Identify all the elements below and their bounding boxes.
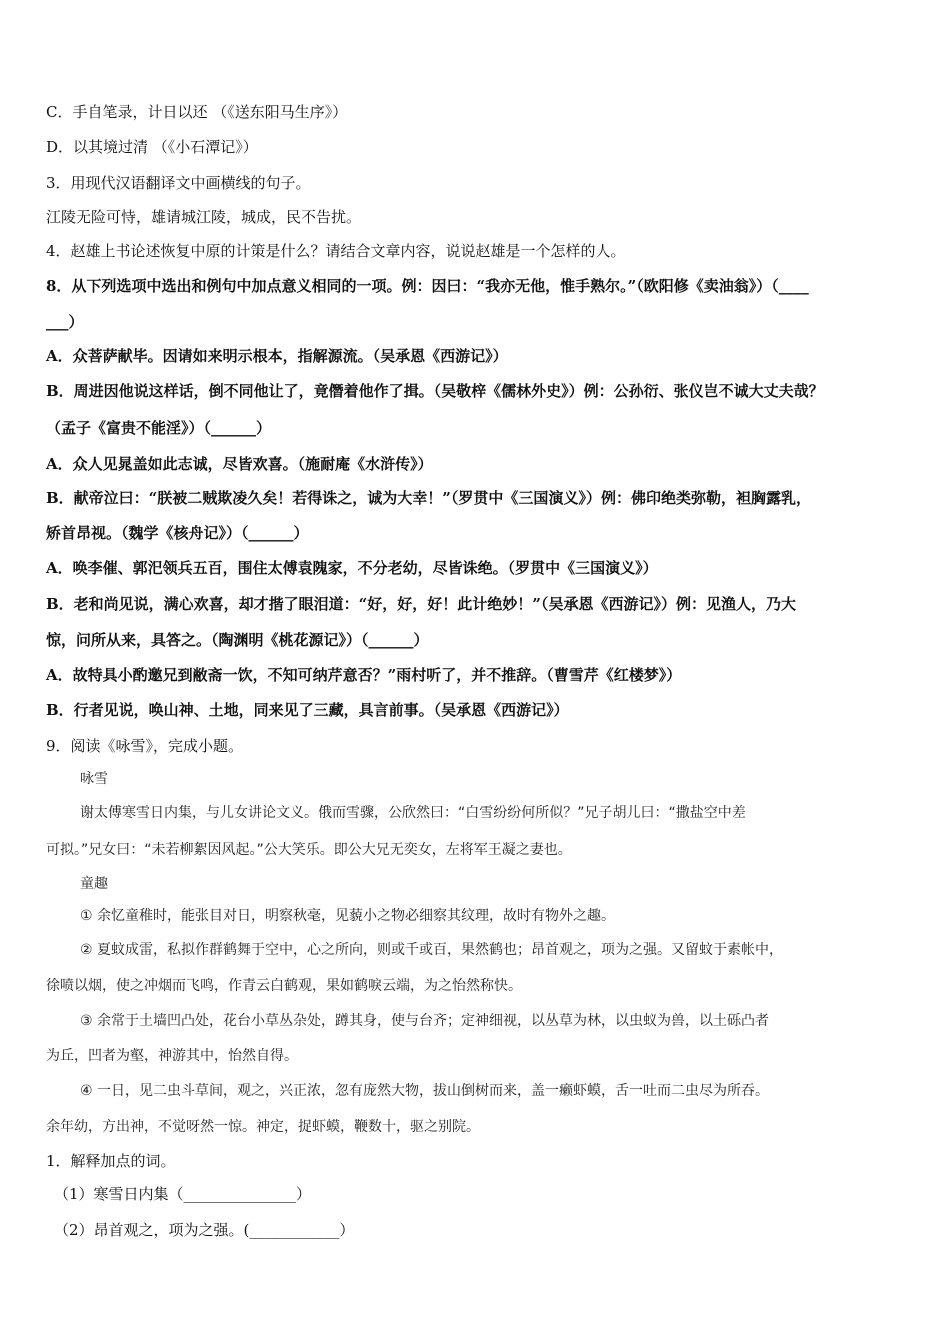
tongqu-para2-line2: 徐喷以烟，使之冲烟而飞鸣，作青云白鹤观，果如鹤唳云端，为之怡然称快。: [46, 978, 522, 994]
tongqu-para4-line1: ④ 一日，见二虫斗草间，观之，兴正浓，忽有庞然大物，拔山倒树而来，盖一癞虾蟆，舌一吐而二虫尽为所吞。: [80, 1083, 769, 1099]
subquestion-1-item2: （2）昂首观之，项为之强。(____________）: [54, 1221, 355, 1239]
q8-set3-option-a: A．唤李催、郭汜领兵五百，围住太傅袁隗家，不分老幼，尽皆诛绝。（罗贯中《三国演义》）: [46, 559, 658, 577]
q8-set2-option-a: A．众人见晁盖如此志诚，尽皆欢喜。（施耐庵《水浒传》）: [46, 455, 433, 473]
tongqu-para4-line2: 余年幼，方出神，不觉呀然一惊。神定，捉虾蟆，鞭数十，驱之别院。: [46, 1119, 480, 1135]
question-9: 9．阅读《咏雪》，完成小题。: [46, 737, 244, 755]
passage-title-yongxue: 咏雪: [80, 771, 108, 787]
passage-yongxue-line2: 可拟。”兄女曰：“未若柳絮因风起。”公大笑乐。即公大兄无奕女，左将军王凝之妻也。: [46, 842, 572, 858]
question-4: 4．赵雄上书论述恢复中原的计策是什么？请结合文章内容，说说赵雄是一个怎样的人。: [46, 242, 626, 260]
question-8-stem: 8．从下列选项中选出和例句中加点意义相同的一项。例：因曰：“我亦无他，惟手熟尔。”（欧阳修《卖油翁》）（____: [46, 277, 809, 295]
subquestion-1-item1: （1）寒雪日内集（_______________）: [54, 1185, 312, 1203]
q8-set4-option-a: A．故特具小酌邀兄到敝斋一饮，不知可纳芹意否？”雨村听了，并不推辞。（曹雪芹《红楼梦》）: [46, 666, 682, 684]
tongqu-para3-line1: ③ 余常于土墙凹凸处，花台小草丛杂处，蹲其身，使与台齐；定神细视，以丛草为林，以虫蚁为兽，以土砾凸者: [80, 1013, 769, 1029]
option-d-line: D．以其境过清 （《小石潭记》）: [46, 138, 258, 156]
passage-yongxue-line1: 谢太傅寒雪日内集，与儿女讲论文义。俄而雪骤，公欣然曰：“白雪纷纷何所似？”兄子胡儿曰：“撒盐空中差: [80, 805, 746, 821]
tongqu-para2-line1: ② 夏蚊成雷，私拟作群鹤舞于空中，心之所向，则或千或百，果然鹤也；昂首观之，项为之强。又留蚊于素帐中，: [80, 942, 783, 958]
q8-set2-option-b: B．献帝泣曰：“朕被二贼欺凌久矣！若得诛之，诚为大幸！”（罗贯中《三国演义》）例：佛印绝类弥勒，袒胸露乳，: [46, 489, 811, 507]
tongqu-para1: ① 余忆童稚时，能张目对日，明察秋毫，见藐小之物必细察其纹理，故时有物外之趣。: [80, 908, 615, 924]
q8-set4-option-b: B．行者见说，唤山神、土地，同来见了三藏，具言前事。（吴承恩《西游记》）: [46, 701, 569, 719]
tongqu-para3-line2: 为丘，凹者为壑，神游其中，怡然自得。: [46, 1048, 298, 1064]
question-3: 3．用现代汉语翻译文中画横线的句子。: [46, 174, 311, 192]
q8-set2-example-cont: （孟子《富贵不能淫》）（______）: [46, 419, 272, 437]
passage-title-tongqu: 童趣: [80, 876, 108, 892]
q8-set1-option-a: A．众菩萨献毕。因请如来明示根本，指解源流。（吴承恩《西游记》）: [46, 347, 508, 365]
question-3-sentence: 江陵无险可恃，雄请城江陵，城成，民不告扰。: [46, 208, 362, 226]
question-8-stem-cont: ___）: [46, 313, 84, 331]
q8-set3-example-cont: 矫首昂视。（魏学《核舟记》）（______）: [46, 524, 309, 542]
q8-set1-option-b: B．周进因他说这样话，倒不同他让了，竟僭着他作了揖。（吴敬梓《儒林外史》）例：公孙衍、张仪岂不诚大丈夫哉？: [46, 382, 824, 400]
subquestion-1: 1．解释加点的词。: [46, 1152, 176, 1170]
q8-set3-option-b: B．老和尚见说，满心欢喜，却才揩了眼泪道：“好，好，好！此计绝妙！”（吴承恩《西游记》）例：见渔人，乃大: [46, 595, 796, 613]
option-c-line: C．手自笔录，计日以还 （《送东阳马生序》）: [46, 103, 348, 121]
q8-set4-example-cont: 惊，问所从来，具答之。（陶渊明《桃花源记》）（______）: [46, 631, 429, 649]
